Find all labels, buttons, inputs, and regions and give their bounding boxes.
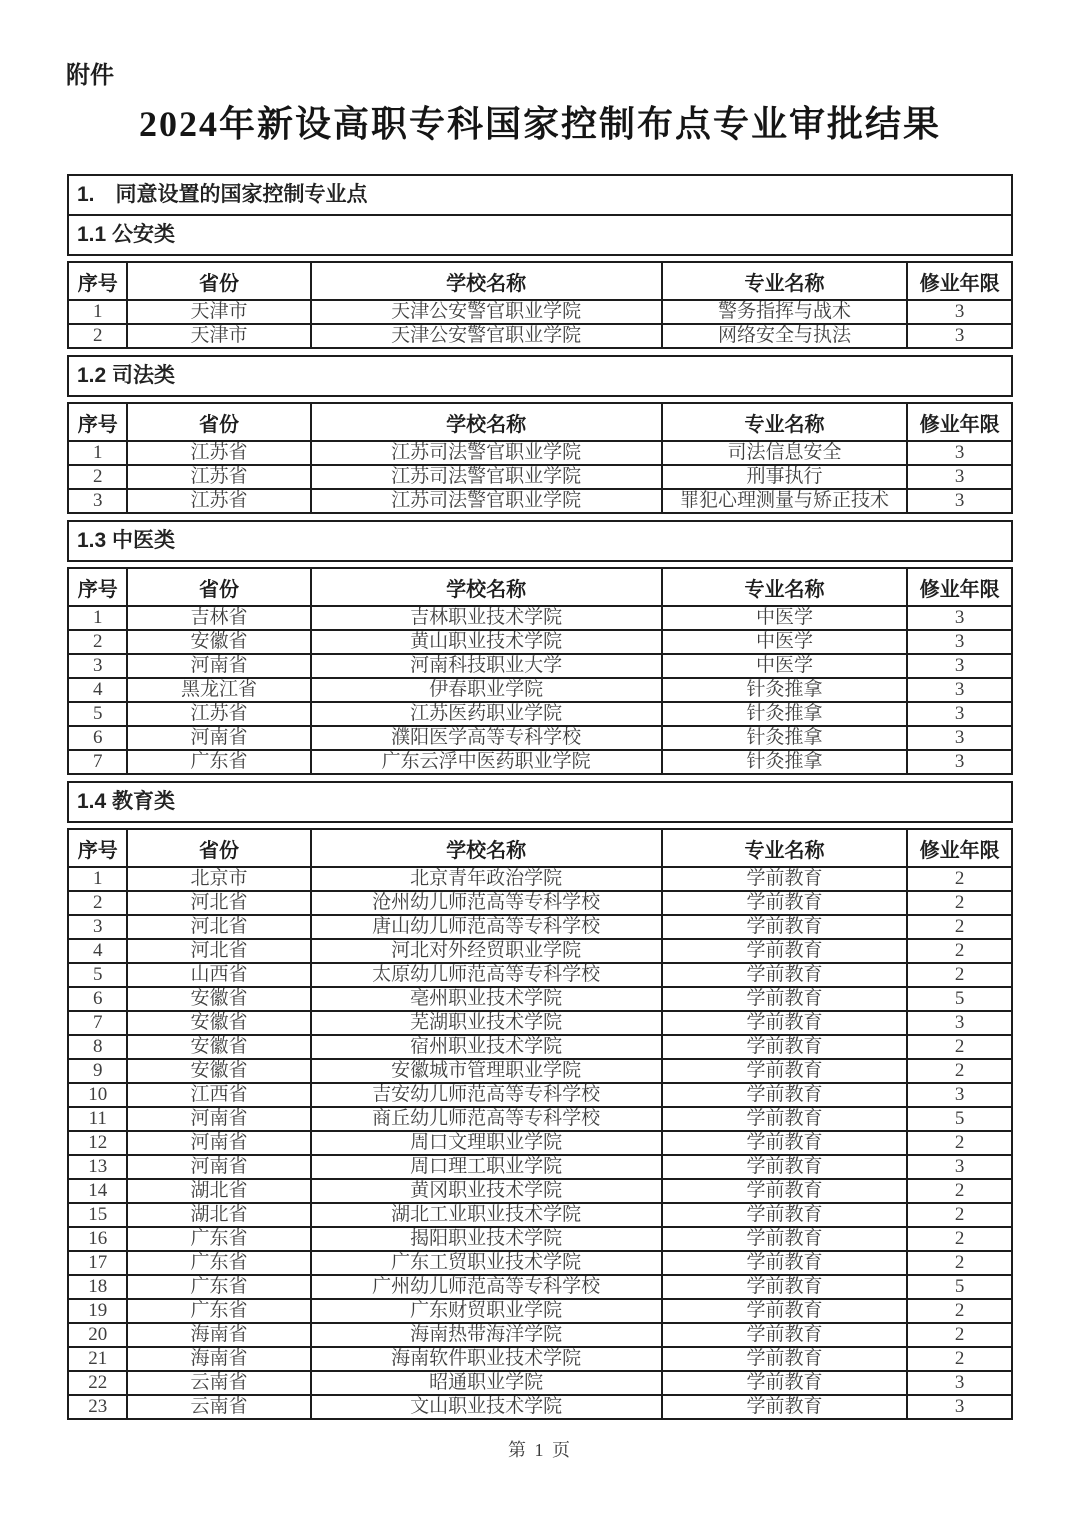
cell-major: 学前教育 [662,963,907,987]
table-row [68,1059,1012,1083]
cell-province: 江苏省 [127,702,310,726]
cell-index: 20 [68,1323,127,1347]
cell-years: 3 [907,702,1012,726]
cell-years: 3 [907,654,1012,678]
column-header-years: 修业年限 [907,403,1012,441]
cell-index: 5 [68,702,127,726]
cell-school: 芜湖职业技术学院 [311,1011,662,1035]
cell-years: 2 [907,1131,1012,1155]
cell-major: 学前教育 [662,1395,907,1419]
cell-province: 河北省 [127,891,310,915]
section-heading: 1.3 中医类 [67,520,1013,562]
cell-years: 2 [907,1035,1012,1059]
cell-index: 16 [68,1227,127,1251]
cell-school: 文山职业技术学院 [311,1395,662,1419]
cell-school: 太原幼儿师范高等专科学校 [311,963,662,987]
cell-school: 广东工贸职业技术学院 [311,1251,662,1275]
cell-major: 学前教育 [662,1011,907,1035]
table-row [68,963,1012,987]
table-row [68,1131,1012,1155]
cell-years: 3 [907,606,1012,630]
cell-major: 学前教育 [662,1059,907,1083]
cell-years: 3 [907,1155,1012,1179]
cell-major: 学前教育 [662,1251,907,1275]
cell-province: 江苏省 [127,465,310,489]
cell-years: 2 [907,1251,1012,1275]
table-row [68,1371,1012,1395]
cell-school: 河南科技职业大学 [311,654,662,678]
approval-table [67,828,1013,1420]
cell-province: 海南省 [127,1347,310,1371]
cell-province: 河北省 [127,915,310,939]
cell-years: 2 [907,1203,1012,1227]
cell-school: 昭通职业学院 [311,1371,662,1395]
cell-index: 2 [68,465,127,489]
cell-major: 学前教育 [662,1371,907,1395]
table-row [68,1275,1012,1299]
cell-school: 湖北工业职业技术学院 [311,1203,662,1227]
cell-school: 黄山职业技术学院 [311,630,662,654]
cell-years: 2 [907,1299,1012,1323]
column-header-major: 专业名称 [662,262,907,300]
cell-major: 学前教育 [662,1275,907,1299]
cell-school: 江苏医药职业学院 [311,702,662,726]
column-header-major: 专业名称 [662,829,907,867]
column-header-major: 专业名称 [662,403,907,441]
cell-school: 宿州职业技术学院 [311,1035,662,1059]
table-row [68,678,1012,702]
cell-index: 23 [68,1395,127,1419]
cell-index: 1 [68,606,127,630]
cell-years: 3 [907,630,1012,654]
cell-major: 罪犯心理测量与矫正技术 [662,489,907,513]
cell-major: 学前教育 [662,1155,907,1179]
cell-index: 1 [68,867,127,891]
document-body [67,174,1013,1420]
cell-school: 广东财贸职业学院 [311,1299,662,1323]
cell-province: 广东省 [127,1299,310,1323]
cell-school: 濮阳医学高等专科学校 [311,726,662,750]
cell-years: 2 [907,1323,1012,1347]
cell-school: 天津公安警官职业学院 [311,324,662,348]
cell-school: 江苏司法警官职业学院 [311,489,662,513]
table-row [68,489,1012,513]
column-header-years: 修业年限 [907,829,1012,867]
cell-province: 广东省 [127,1227,310,1251]
table-row [68,1011,1012,1035]
cell-years: 3 [907,678,1012,702]
cell-major: 针灸推拿 [662,726,907,750]
cell-index: 1 [68,441,127,465]
cell-major: 学前教育 [662,1347,907,1371]
cell-index: 8 [68,1035,127,1059]
cell-index: 7 [68,1011,127,1035]
cell-school: 海南软件职业技术学院 [311,1347,662,1371]
cell-index: 3 [68,915,127,939]
table-row [68,1395,1012,1419]
cell-school: 沧州幼儿师范高等专科学校 [311,891,662,915]
cell-years: 5 [907,1107,1012,1131]
cell-school: 周口理工职业学院 [311,1155,662,1179]
cell-school: 江苏司法警官职业学院 [311,465,662,489]
column-header-province: 省份 [127,829,310,867]
header-row [68,829,1012,867]
cell-school: 吉林职业技术学院 [311,606,662,630]
cell-index: 10 [68,1083,127,1107]
cell-major: 学前教育 [662,1131,907,1155]
cell-province: 江西省 [127,1083,310,1107]
table-row [68,891,1012,915]
table-row [68,1299,1012,1323]
cell-province: 湖北省 [127,1203,310,1227]
cell-index: 4 [68,678,127,702]
cell-years: 2 [907,915,1012,939]
approval-table [67,261,1013,349]
cell-index: 4 [68,939,127,963]
cell-years: 3 [907,1011,1012,1035]
table-row [68,750,1012,774]
cell-province: 安徽省 [127,1011,310,1035]
cell-major: 学前教育 [662,1179,907,1203]
cell-major: 学前教育 [662,1323,907,1347]
cell-province: 河北省 [127,939,310,963]
column-header-school: 学校名称 [311,262,662,300]
cell-index: 21 [68,1347,127,1371]
cell-index: 3 [68,654,127,678]
cell-years: 2 [907,963,1012,987]
cell-school: 安徽城市管理职业学院 [311,1059,662,1083]
cell-school: 唐山幼儿师范高等专科学校 [311,915,662,939]
column-header-index: 序号 [68,568,127,606]
cell-province: 湖北省 [127,1179,310,1203]
cell-major: 司法信息安全 [662,441,907,465]
cell-years: 5 [907,1275,1012,1299]
cell-major: 学前教育 [662,1035,907,1059]
cell-school: 广东云浮中医药职业学院 [311,750,662,774]
cell-index: 15 [68,1203,127,1227]
cell-index: 19 [68,1299,127,1323]
cell-school: 北京青年政治学院 [311,867,662,891]
cell-school: 广州幼儿师范高等专科学校 [311,1275,662,1299]
cell-major: 中医学 [662,630,907,654]
cell-major: 学前教育 [662,987,907,1011]
header-row [68,403,1012,441]
table-row [68,465,1012,489]
cell-major: 针灸推拿 [662,678,907,702]
column-header-major: 专业名称 [662,568,907,606]
cell-index: 11 [68,1107,127,1131]
cell-major: 警务指挥与战术 [662,300,907,324]
cell-province: 海南省 [127,1323,310,1347]
cell-province: 河南省 [127,726,310,750]
cell-province: 广东省 [127,1275,310,1299]
cell-years: 3 [907,1371,1012,1395]
cell-years: 2 [907,867,1012,891]
cell-index: 2 [68,630,127,654]
cell-years: 2 [907,1059,1012,1083]
cell-years: 3 [907,1395,1012,1419]
cell-school: 周口文理职业学院 [311,1131,662,1155]
cell-school: 伊春职业学院 [311,678,662,702]
table-row [68,867,1012,891]
column-header-school: 学校名称 [311,829,662,867]
approval-table [67,567,1013,775]
cell-index: 6 [68,726,127,750]
cell-province: 河南省 [127,1107,310,1131]
column-header-index: 序号 [68,403,127,441]
cell-province: 吉林省 [127,606,310,630]
cell-province: 天津市 [127,324,310,348]
cell-school: 黄冈职业技术学院 [311,1179,662,1203]
cell-major: 针灸推拿 [662,702,907,726]
column-header-province: 省份 [127,403,310,441]
table-row [68,1107,1012,1131]
table-row [68,1179,1012,1203]
cell-years: 5 [907,987,1012,1011]
cell-index: 13 [68,1155,127,1179]
header-row [68,262,1012,300]
table-row [68,441,1012,465]
cell-major: 学前教育 [662,915,907,939]
cell-province: 河南省 [127,654,310,678]
table-row [68,1251,1012,1275]
cell-school: 海南热带海洋学院 [311,1323,662,1347]
cell-index: 17 [68,1251,127,1275]
cell-major: 针灸推拿 [662,750,907,774]
column-header-index: 序号 [68,829,127,867]
cell-index: 3 [68,489,127,513]
cell-province: 江苏省 [127,441,310,465]
cell-years: 2 [907,891,1012,915]
cell-school: 揭阳职业技术学院 [311,1227,662,1251]
cell-years: 3 [907,441,1012,465]
cell-major: 学前教育 [662,1107,907,1131]
table-row [68,300,1012,324]
cell-major: 学前教育 [662,1203,907,1227]
table-row [68,702,1012,726]
table-row [68,1347,1012,1371]
attachment-label: 附件 [66,62,114,89]
cell-major: 学前教育 [662,1227,907,1251]
table-row [68,1203,1012,1227]
column-header-years: 修业年限 [907,568,1012,606]
cell-index: 5 [68,963,127,987]
cell-school: 天津公安警官职业学院 [311,300,662,324]
cell-years: 2 [907,1347,1012,1371]
cell-province: 安徽省 [127,1035,310,1059]
cell-province: 山西省 [127,963,310,987]
page-title: 2024年新设高职专科国家控制布点专业审批结果 [138,104,941,144]
cell-index: 2 [68,324,127,348]
cell-province: 天津市 [127,300,310,324]
column-header-school: 学校名称 [311,403,662,441]
cell-school: 吉安幼儿师范高等专科学校 [311,1083,662,1107]
table-row [68,1227,1012,1251]
table-row [68,1083,1012,1107]
cell-province: 安徽省 [127,1059,310,1083]
column-header-province: 省份 [127,262,310,300]
cell-years: 3 [907,1083,1012,1107]
table-row [68,1155,1012,1179]
cell-province: 安徽省 [127,987,310,1011]
cell-major: 学前教育 [662,867,907,891]
cell-index: 9 [68,1059,127,1083]
cell-province: 河南省 [127,1131,310,1155]
cell-province: 黑龙江省 [127,678,310,702]
cell-province: 安徽省 [127,630,310,654]
cell-school: 江苏司法警官职业学院 [311,441,662,465]
cell-years: 2 [907,939,1012,963]
table-row [68,726,1012,750]
table-row [68,939,1012,963]
column-header-index: 序号 [68,262,127,300]
table-row [68,324,1012,348]
cell-index: 12 [68,1131,127,1155]
table-row [68,915,1012,939]
cell-province: 云南省 [127,1371,310,1395]
table-row [68,987,1012,1011]
cell-years: 3 [907,726,1012,750]
cell-major: 学前教育 [662,891,907,915]
main-section-heading: 1. 同意设置的国家控制专业点 [67,174,1013,216]
cell-major: 刑事执行 [662,465,907,489]
column-header-years: 修业年限 [907,262,1012,300]
cell-major: 学前教育 [662,939,907,963]
cell-province: 广东省 [127,750,310,774]
header-row [68,568,1012,606]
cell-major: 中医学 [662,606,907,630]
table-row [68,654,1012,678]
section-heading: 1.4 教育类 [67,781,1013,823]
cell-index: 22 [68,1371,127,1395]
cell-province: 北京市 [127,867,310,891]
cell-index: 7 [68,750,127,774]
table-row [68,630,1012,654]
table-row [68,606,1012,630]
cell-province: 江苏省 [127,489,310,513]
cell-school: 亳州职业技术学院 [311,987,662,1011]
approval-table [67,402,1013,514]
cell-index: 2 [68,891,127,915]
section-heading: 1.2 司法类 [67,355,1013,397]
cell-major: 学前教育 [662,1299,907,1323]
cell-major: 学前教育 [662,1083,907,1107]
cell-major: 网络安全与执法 [662,324,907,348]
column-header-province: 省份 [127,568,310,606]
cell-index: 18 [68,1275,127,1299]
cell-years: 3 [907,750,1012,774]
section-heading: 1.1 公安类 [67,214,1013,256]
cell-years: 3 [907,465,1012,489]
cell-index: 14 [68,1179,127,1203]
cell-index: 6 [68,987,127,1011]
column-header-school: 学校名称 [311,568,662,606]
cell-years: 2 [907,1179,1012,1203]
cell-index: 1 [68,300,127,324]
cell-years: 3 [907,489,1012,513]
cell-years: 3 [907,300,1012,324]
cell-years: 3 [907,324,1012,348]
cell-province: 广东省 [127,1251,310,1275]
cell-major: 中医学 [662,654,907,678]
cell-years: 2 [907,1227,1012,1251]
cell-school: 商丘幼儿师范高等专科学校 [311,1107,662,1131]
table-row [68,1035,1012,1059]
table-row [68,1323,1012,1347]
cell-province: 云南省 [127,1395,310,1419]
page-number: 第 1 页 [508,1440,572,1460]
cell-school: 河北对外经贸职业学院 [311,939,662,963]
cell-province: 河南省 [127,1155,310,1179]
